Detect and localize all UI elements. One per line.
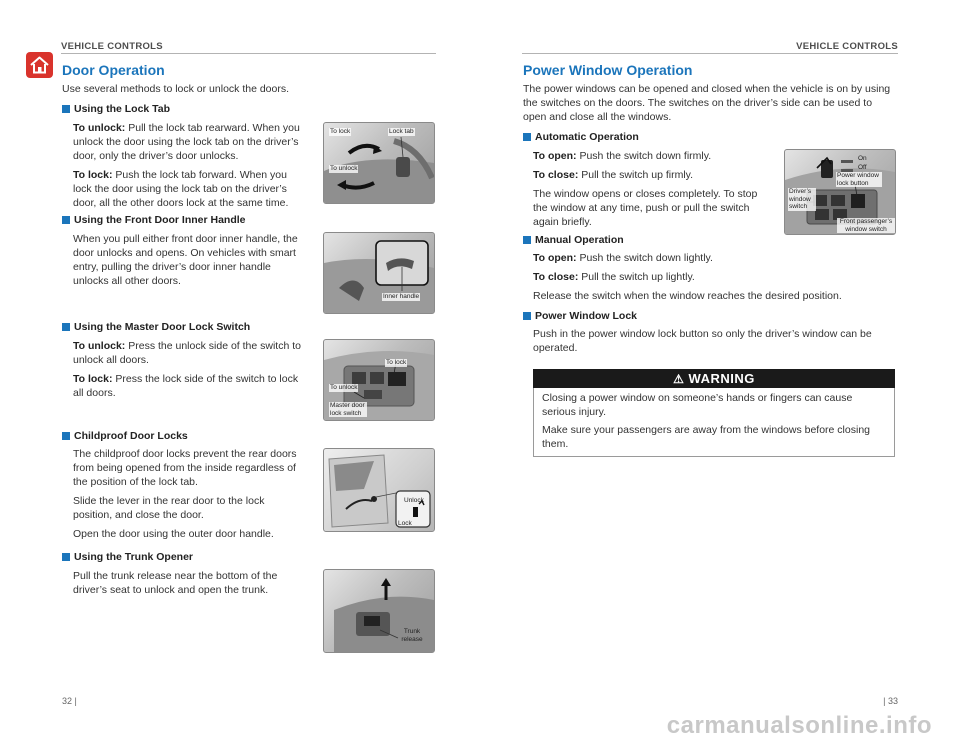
manual-text (533, 251, 893, 308)
childproof-heading-text: Childproof Door Locks (74, 430, 188, 442)
power-window-figure (784, 149, 896, 235)
inner-handle-text (73, 232, 301, 293)
left-header: VEHICLE CONTROLS (61, 41, 163, 52)
manual-open-label: To open: (533, 252, 577, 264)
door-operation-intro: Use several methods to lock or unlock the doors. (62, 83, 290, 95)
bullet-square-icon (62, 105, 70, 113)
window-lock-p1: Push in the power window lock button so only the driver’s window can be operated. (533, 328, 872, 354)
childproof-heading (62, 430, 188, 442)
inner-handle-heading-text: Using the Front Door Inner Handle (74, 214, 246, 226)
auto-close-label: To close: (533, 169, 579, 181)
automatic-heading-text: Automatic Operation (535, 131, 639, 143)
master-callout-switch: Master door lock switch (329, 402, 367, 417)
warning-title: WARNING (688, 371, 755, 386)
bullet-square-icon (62, 323, 70, 331)
lock-tab-unlock-label: To unlock: (73, 122, 126, 134)
pw-callout-driver-switch: Driver’s window switch (788, 188, 816, 211)
window-lock-heading (523, 310, 637, 322)
pw-callout-lock-button: Power window lock button (836, 172, 882, 187)
childproof-p3: Open the door using the outer door handle. (73, 528, 274, 540)
lock-tab-callout-to-unlock: To unlock (330, 165, 358, 172)
lock-tab-lock-label: To lock: (73, 169, 113, 181)
lock-tab-lock-text: Push the lock tab forward. When you lock the door using the lock tab on the driver’s door, all the other doors lock at the same time. (73, 169, 289, 209)
bullet-square-icon (62, 216, 70, 224)
master-unlock-label: To unlock: (73, 340, 126, 352)
trunk-heading (62, 551, 193, 563)
lock-tab-text (73, 121, 301, 215)
warning-p2: Make sure your passengers are away from the windows before closing them. (542, 424, 870, 450)
pw-callout-off: Off (858, 164, 867, 171)
master-lock-text: Press the lock side of the switch to lock all doors. (73, 373, 299, 399)
auto-open-label: To open: (533, 150, 577, 162)
lock-tab-heading-text: Using the Lock Tab (74, 103, 171, 115)
bullet-square-icon (523, 133, 531, 141)
power-window-intro: The power windows can be opened and closed when the vehicle is on by using the switches on the doors. The switches on the driver’s side can be used to open and close all the windows. (523, 83, 891, 123)
manual-open-text: Push the switch down lightly. (576, 252, 713, 264)
lock-tab-callout-to-lock: To lock (330, 128, 351, 135)
master-lock-label: To lock: (73, 373, 113, 385)
bullet-square-icon (523, 236, 531, 244)
lock-tab-unlock-text: Pull the lock tab rearward. When you unlock the door using the lock tab on the driver’s door, only the driver’s door unlocks. (73, 122, 300, 162)
childproof-callout-lock: Lock (398, 520, 412, 527)
warning-panel (533, 369, 895, 457)
lock-tab-callout-lock-tab: Lock tab (389, 128, 414, 135)
childproof-p2: Slide the lever in the rear door to the lock position, and close the door. (73, 495, 265, 521)
door-operation-title: Door Operation (62, 62, 165, 78)
automatic-heading (523, 131, 639, 143)
watermark-text: carmanualsonline.info (666, 712, 932, 739)
window-lock-text (533, 327, 878, 360)
warning-body (533, 388, 895, 457)
inner-handle-callout: Inner handle (383, 293, 420, 300)
master-callout-to-unlock: To unlock (330, 384, 358, 391)
window-lock-heading-text: Power Window Lock (535, 310, 637, 322)
manual-close-text: Pull the switch up lightly. (578, 271, 695, 283)
warning-p1: Closing a power window on someone’s hands or fingers can cause serious injury. (542, 392, 853, 418)
lock-tab-figure (323, 122, 435, 204)
trunk-p1: Pull the trunk release near the bottom of the driver’s seat to unlock and open the trunk. (73, 570, 278, 596)
trunk-heading-text: Using the Trunk Opener (74, 551, 194, 563)
auto-open-text: Push the switch down firmly. (576, 150, 712, 162)
lock-tab-heading (62, 103, 170, 115)
master-switch-heading-text: Using the Master Door Lock Switch (74, 321, 251, 333)
master-switch-text (73, 339, 301, 405)
bullet-square-icon (62, 432, 70, 440)
pw-callout-on: On (858, 155, 867, 162)
bullet-square-icon (523, 312, 531, 320)
right-header: VEHICLE CONTROLS (796, 41, 898, 52)
childproof-figure (323, 448, 435, 532)
bullet-square-icon (62, 553, 70, 561)
childproof-text (73, 447, 305, 546)
inner-handle-p1: When you pull either front door inner handle, the door unlocks and opens. On vehicles with smart entry, pulling the driver’s door inner handle unlocks all other doors. (73, 233, 298, 287)
right-page-number: | 33 (883, 696, 898, 706)
warning-header (533, 369, 895, 388)
left-header-rule (61, 53, 436, 54)
manual-close-label: To close: (533, 271, 579, 283)
manual-heading (523, 234, 624, 246)
childproof-p1: The childproof door locks prevent the rear doors from being opened from the inside regardless of the position of the lock tab. (73, 448, 297, 488)
trunk-callout: Trunk release (401, 628, 423, 643)
master-switch-heading (62, 321, 250, 333)
manual-heading-text: Manual Operation (535, 234, 624, 246)
master-switch-figure (323, 339, 435, 421)
warning-triangle-icon: ⚠ (673, 372, 685, 386)
master-callout-to-lock: To lock (386, 359, 407, 366)
automatic-text (533, 149, 771, 234)
power-window-title: Power Window Operation (523, 62, 693, 78)
pw-callout-passenger-switch: Front passenger’s window switch (837, 218, 895, 233)
master-unlock-text: Press the unlock side of the switch to unlock all doors. (73, 340, 301, 366)
trunk-figure (323, 569, 435, 653)
left-page-number: 32 | (62, 696, 77, 706)
auto-close-text: Pull the switch up firmly. (578, 169, 694, 181)
home-icon[interactable] (26, 52, 53, 78)
trunk-text (73, 569, 305, 602)
inner-handle-figure (323, 232, 435, 314)
childproof-callout-unlock: Unlock (404, 497, 424, 504)
inner-handle-heading (62, 214, 246, 226)
auto-p3: The window opens or closes completely. To stop the window at any time, push or pull the switch again briefly. (533, 188, 758, 228)
right-header-rule (522, 53, 898, 54)
manual-p3: Release the switch when the window reaches the desired position. (533, 290, 842, 302)
